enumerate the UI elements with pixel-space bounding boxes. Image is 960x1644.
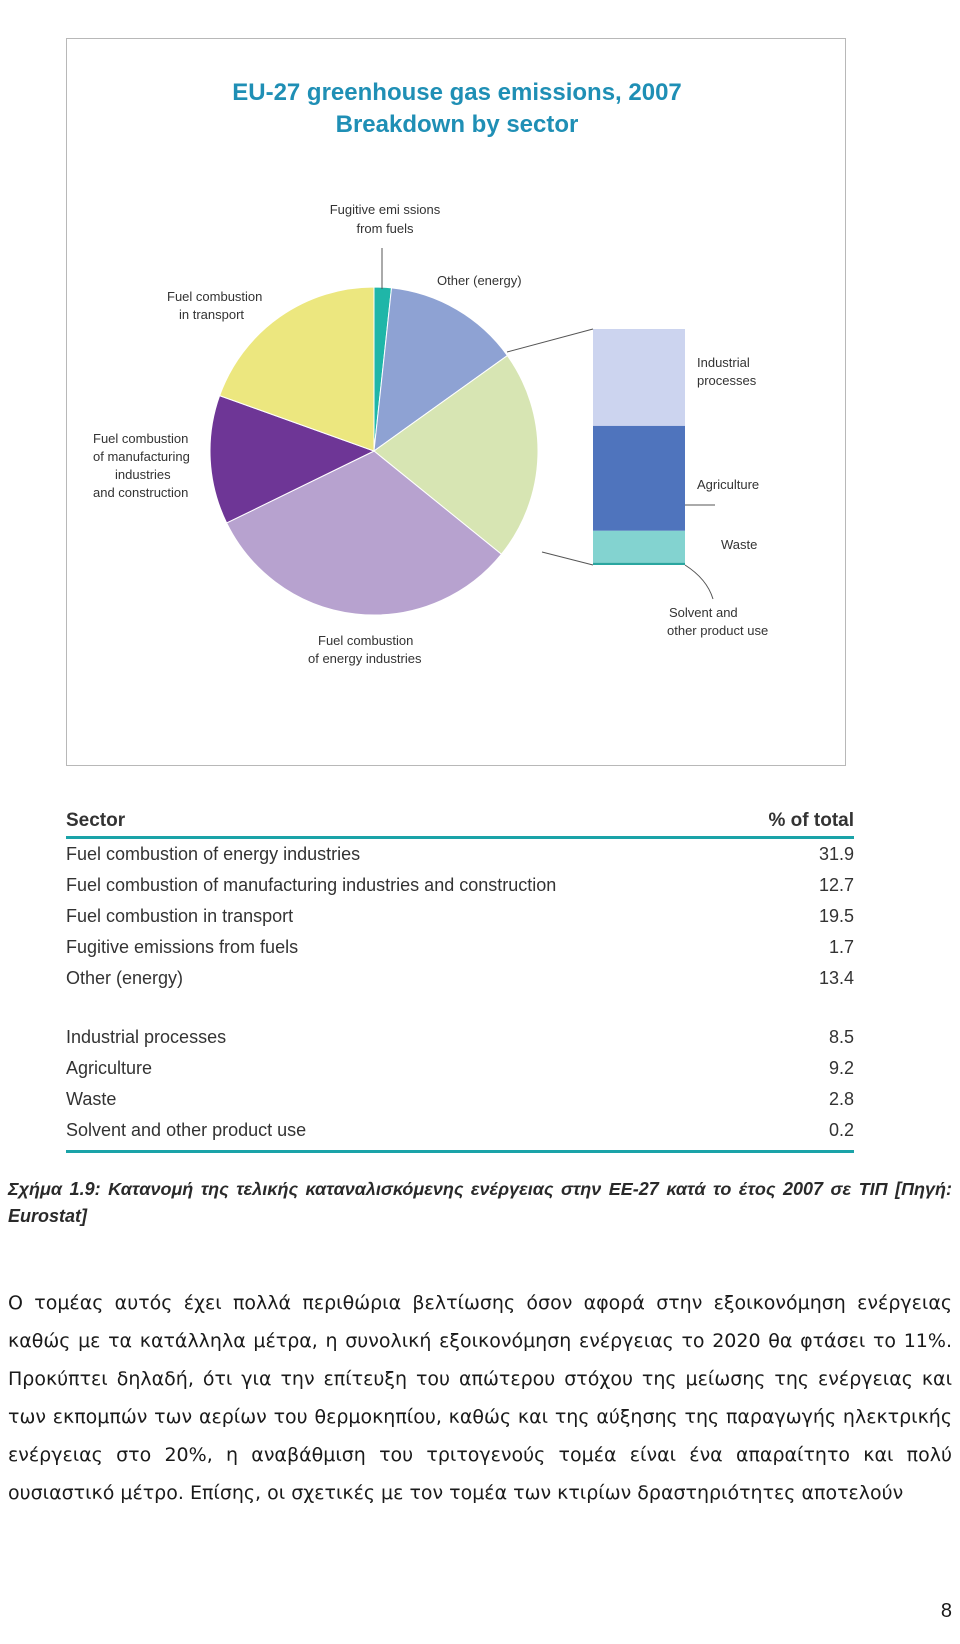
breakout-bar-2 bbox=[593, 531, 685, 563]
table-row bbox=[66, 932, 854, 963]
breakout-bar-3 bbox=[593, 563, 685, 565]
sector-cell: Waste bbox=[66, 1089, 117, 1109]
table-row bbox=[66, 1053, 854, 1084]
label-energy-1: Fuel combustion bbox=[318, 633, 414, 648]
percent-cell: 0.2 bbox=[828, 1120, 854, 1140]
connector-bottom-line bbox=[542, 552, 593, 565]
label-transport-1: Fuel combustion bbox=[167, 289, 263, 304]
pie-chart bbox=[67, 39, 847, 767]
label-fugitive-2: from fuels bbox=[356, 221, 414, 236]
label-manuf-2: of manufacturing bbox=[93, 449, 190, 464]
table-row bbox=[66, 963, 854, 994]
table-row bbox=[66, 1022, 854, 1053]
sector-cell: Fuel combustion of manufacturing industries and construction bbox=[66, 875, 557, 895]
label-manuf-4: and construction bbox=[93, 485, 189, 500]
label-industrial-1: Industrial bbox=[697, 355, 750, 370]
sector-cell: Fuel combustion of energy industries bbox=[66, 844, 361, 864]
percent-cell: 1.7 bbox=[828, 937, 854, 957]
label-solvent-1: Solvent and bbox=[669, 605, 738, 620]
table-row bbox=[66, 870, 854, 901]
table-row bbox=[66, 1115, 854, 1146]
table-group-energy bbox=[66, 839, 854, 994]
percent-cell: 31.9 bbox=[818, 844, 854, 864]
breakout-bars bbox=[593, 329, 685, 565]
sector-cell: Solvent and other product use bbox=[66, 1120, 307, 1140]
sector-cell: Fugitive emissions from fuels bbox=[66, 937, 299, 957]
table-row bbox=[66, 839, 854, 870]
chart-title: EU-27 greenhouse gas emissions, 2007 bbox=[232, 79, 682, 106]
page-number: 8 bbox=[940, 1600, 952, 1622]
connector-top-line bbox=[507, 329, 593, 352]
percent-cell: 13.4 bbox=[818, 968, 854, 988]
percent-cell: 8.5 bbox=[828, 1027, 854, 1047]
label-agriculture: Agriculture bbox=[697, 477, 760, 492]
label-transport-2: in transport bbox=[179, 307, 245, 322]
label-fugitive-1: Fugitive emi ssions bbox=[329, 202, 441, 217]
sector-cell: Industrial processes bbox=[66, 1027, 227, 1047]
label-solvent-2: other product use bbox=[667, 623, 769, 638]
breakout-bar-0 bbox=[593, 329, 685, 426]
label-other-energy: Other (energy) bbox=[437, 273, 522, 288]
sector-cell: Other (energy) bbox=[66, 968, 184, 988]
sector-cell: Fuel combustion in transport bbox=[66, 906, 294, 926]
solvent-leader-line bbox=[685, 565, 713, 599]
table-header bbox=[66, 810, 854, 839]
figure-caption: Σχήμα 1.9: Κατανομή της τελικής καταναλισκόμενης ενέργειας στην ΕΕ-27 κατά το έτος 2007 σε ΤΙΠ [Πηγή: Eurostat] bbox=[8, 1179, 952, 1226]
label-manuf-1: Fuel combustion bbox=[93, 431, 189, 446]
sector-cell: Agriculture bbox=[66, 1058, 153, 1078]
table-row bbox=[66, 1084, 854, 1115]
label-energy-2: of energy industries bbox=[308, 651, 422, 666]
col-sector-header: Sector bbox=[66, 810, 126, 831]
figure-frame bbox=[66, 38, 846, 766]
table-footer-rule bbox=[66, 1150, 854, 1153]
label-manuf-3: industries bbox=[115, 467, 171, 482]
label-waste: Waste bbox=[721, 537, 758, 552]
col-total-header: % of total bbox=[768, 810, 854, 831]
chart-subtitle: Breakdown by sector bbox=[335, 111, 579, 138]
breakout-bar-1 bbox=[593, 426, 685, 531]
percent-cell: 9.2 bbox=[828, 1058, 854, 1078]
pie-slices bbox=[210, 287, 538, 615]
percent-cell: 12.7 bbox=[818, 875, 854, 895]
percent-cell: 19.5 bbox=[818, 906, 854, 926]
label-industrial-2: processes bbox=[697, 373, 757, 388]
sector-table bbox=[66, 810, 854, 1153]
table-group-other bbox=[66, 1022, 854, 1146]
body-paragraph: Ο τομέας αυτός έχει πολλά περιθώρια βελτίωσης όσον αφορά στην εξοικονόμηση ενέργειας καθώς με τα κατάλληλα μέτρα, η συνολική εξοικονόμηση ενέργειας το 2020 θα φτάσει το 11%. Προκύπτει δηλαδή, ότι για την επίτευξη του απώτερου στόχου της μείωσης της ενέργειας και των εκπομπών των αερίων του θερμοκηπίου, καθώς και της αύξησης της παραγωγής ηλεκτρικής ενέργειας στο 20%, η αναβάθμιση του τριτογενούς τομέα είναι ένα απαραίτητο και πολύ ουσιαστικό μέτρο. Επίσης, οι σχετικές με τον τομέα των κτιρίων δραστηριότητες αποτελούν bbox=[8, 1292, 952, 1504]
percent-cell: 2.8 bbox=[828, 1089, 854, 1109]
table-row bbox=[66, 901, 854, 932]
